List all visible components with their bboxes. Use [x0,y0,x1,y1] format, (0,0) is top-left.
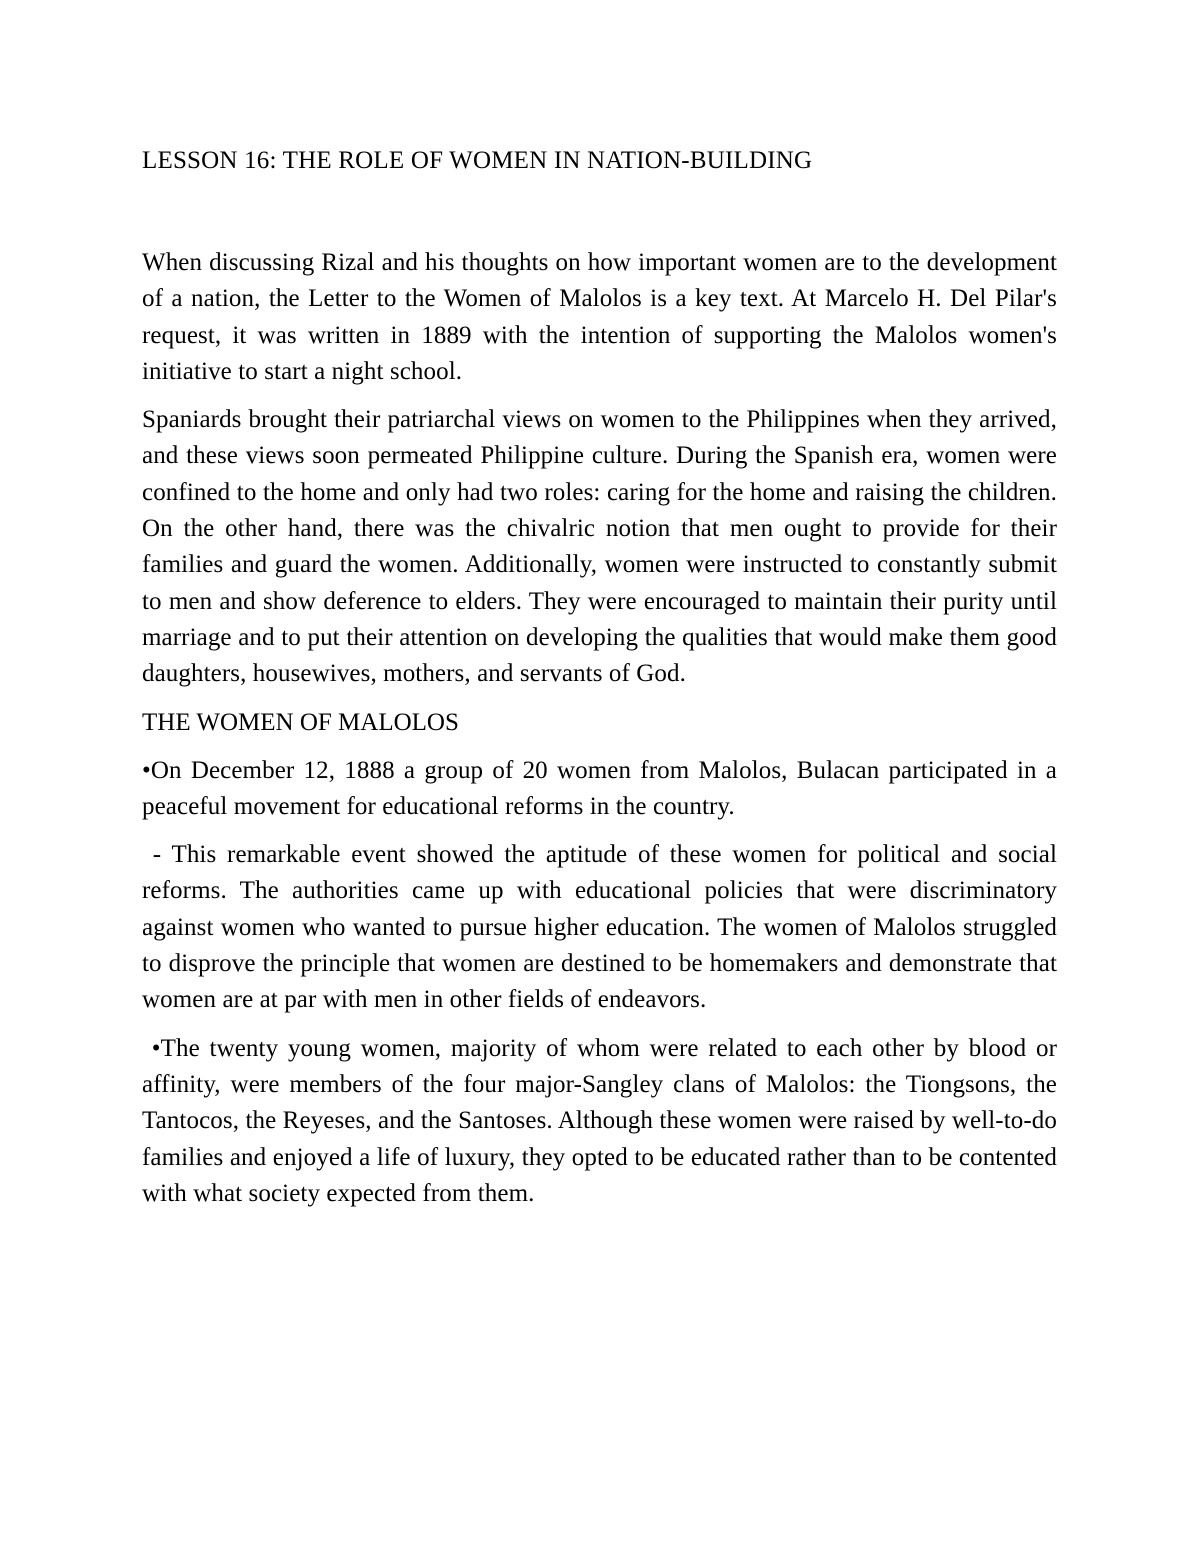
dash-paragraph-remarkable-event: - This remarkable event showed the aptitude of these women for political and social reforms. The authorities came up with educational policies that were discriminatory against women who wanted to pursue higher education. The women of Malolos struggled to disprove the principle that women are destined to be homemakers and demonstrate that women are at par with men in other fields of endeavors. [142,841,1057,1014]
bullet-paragraph-twenty-women: •The twenty young women, majority of whom were related to each other by blood or affinity, were members of the four major-Sangley clans of Malolos: the Tiongsons, the Tantocos, the Reyeses, and the Santoses. Although these women were raised by well-to-do families and enjoyed a life of luxury, they opted to be educated rather than to be contented with what society expected from them. [142,1034,1057,1207]
bullet-paragraph-december-1888: •On December 12, 1888 a group of 20 women from Malolos, Bulacan participated in a peaceful movement for educational reforms in the country. [142,756,1057,820]
intro-paragraph: When discussing Rizal and his thoughts on how important women are to the development of a nation, the Letter to the Women of Malolos is a key text. At Marcelo H. Del Pilar's request, it was written in 1889 with the intention of supporting the Malolos women's initiative to start a night school. [142,249,1057,385]
section-heading: THE WOMEN OF MALOLOS [142,708,459,736]
page-title: LESSON 16: THE ROLE OF WOMEN IN NATION-BUILDING [142,147,813,174]
history-paragraph: Spaniards brought their patriarchal views on women to the Philippines when they arrived, and these views soon permeated Philippine culture. During the Spanish era, women were confined to the home and only had two roles: caring for the home and raising the children. On the other hand, there was the chivalric notion that men ought to provide for their families and guard the women. Additionally, women were instructed to constantly submit to men and show deference to elders. They were encouraged to maintain their purity until marriage and to put their attention on developing the qualities that would make them good daughters, housewives, mothers, and servants of God. [142,406,1057,688]
document-body [142,143,1057,1212]
